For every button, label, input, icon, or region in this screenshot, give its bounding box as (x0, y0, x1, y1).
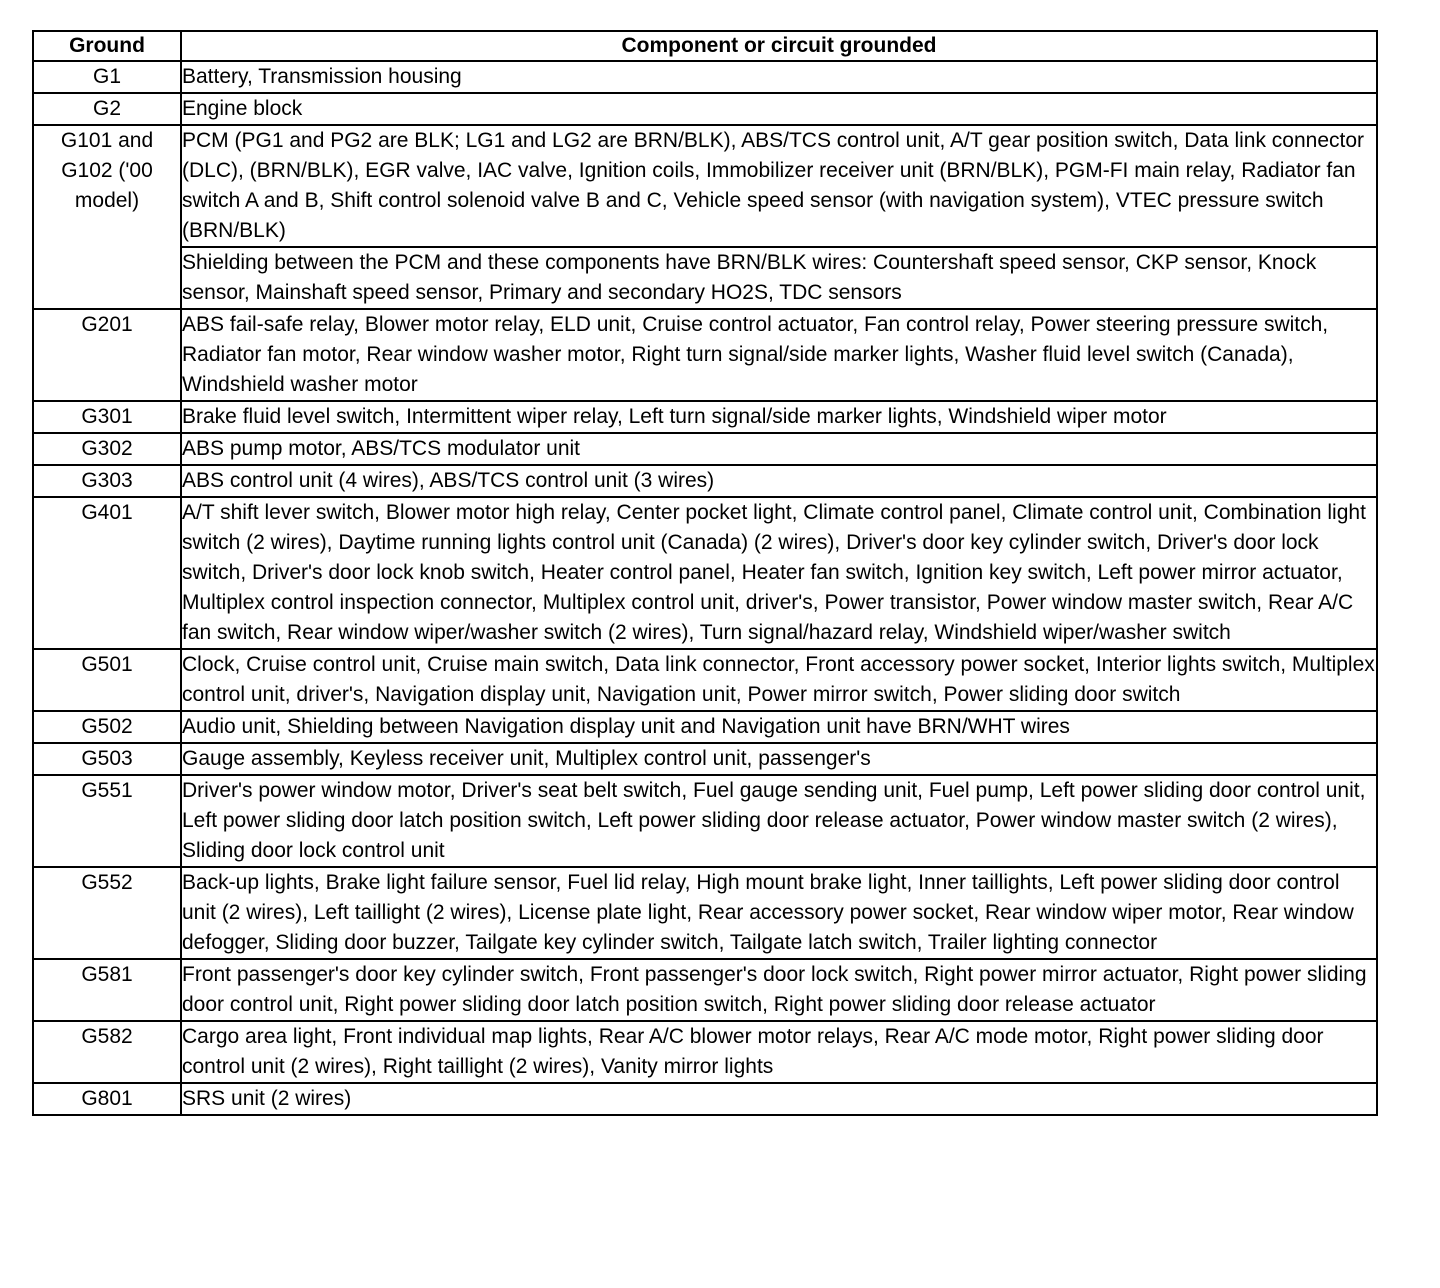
ground-cell: G101 and G102 ('00 model) (33, 125, 181, 309)
ground-cell: G303 (33, 465, 181, 497)
ground-cell: G501 (33, 649, 181, 711)
component-cell: ABS control unit (4 wires), ABS/TCS control unit (3 wires) (181, 465, 1377, 497)
table-row (33, 433, 1377, 465)
ground-cell: G503 (33, 743, 181, 775)
ground-cell: G502 (33, 711, 181, 743)
component-cell: Battery, Transmission housing (181, 61, 1377, 93)
table-row (33, 1083, 1377, 1115)
component-cell: ABS fail-safe relay, Blower motor relay, ELD unit, Cruise control actuator, Fan control relay, Power steering pressure switch, Radiator fan motor, Rear window washer motor, Right turn signal/side marker lights, Washer fluid level switch (Canada), Windshield washer motor (181, 309, 1377, 401)
table-body (33, 61, 1377, 1115)
ground-cell: G551 (33, 775, 181, 867)
ground-cell: G552 (33, 867, 181, 959)
ground-cell: G1 (33, 61, 181, 93)
table-row (33, 497, 1377, 649)
table-row (33, 1021, 1377, 1083)
header-row (33, 31, 1377, 61)
table-row (33, 649, 1377, 711)
component-cell: Back-up lights, Brake light failure sensor, Fuel lid relay, High mount brake light, Inner taillights, Left power sliding door control unit (2 wires), Left taillight (2 wires), License plate light, Rear accessory power socket, Rear window wiper motor, Rear window defogger, Sliding door buzzer, Tailgate key cylinder switch, Tailgate latch switch, Trailer lighting connector (181, 867, 1377, 959)
component-cell: SRS unit (2 wires) (181, 1083, 1377, 1115)
component-cell: Driver's power window motor, Driver's seat belt switch, Fuel gauge sending unit, Fuel pump, Left power sliding door control unit, Left power sliding door latch position switch, Left power sliding door release actuator, Power window master switch (2 wires), Sliding door lock control unit (181, 775, 1377, 867)
component-cell: Audio unit, Shielding between Navigation display unit and Navigation unit have BRN/WHT wires (181, 711, 1377, 743)
component-cell: Brake fluid level switch, Intermittent wiper relay, Left turn signal/side marker lights, Windshield wiper motor (181, 401, 1377, 433)
component-cell: PCM (PG1 and PG2 are BLK; LG1 and LG2 are BRN/BLK), ABS/TCS control unit, A/T gear position switch, Data link connector (DLC), (BRN/BLK), EGR valve, IAC valve, Ignition coils, Immobilizer receiver unit (BRN/BLK), PGM-FI main relay, Radiator fan switch A and B, Shift control solenoid valve B and C, Vehicle speed sensor (with navigation system), VTEC pressure switch (BRN/BLK) (181, 125, 1377, 247)
component-cell: Gauge assembly, Keyless receiver unit, Multiplex control unit, passenger's (181, 743, 1377, 775)
header-ground: Ground (33, 31, 181, 61)
component-cell: Front passenger's door key cylinder switch, Front passenger's door lock switch, Right power mirror actuator, Right power sliding door control unit, Right power sliding door latch position switch, Right power sliding door release actuator (181, 959, 1377, 1021)
ground-cell: G201 (33, 309, 181, 401)
table-row (33, 247, 1377, 309)
ground-cell: G581 (33, 959, 181, 1021)
component-cell: Cargo area light, Front individual map lights, Rear A/C blower motor relays, Rear A/C mode motor, Right power sliding door control unit (2 wires), Right taillight (2 wires), Vanity mirror lights (181, 1021, 1377, 1083)
table-row (33, 125, 1377, 247)
ground-cell: G801 (33, 1083, 181, 1115)
component-cell: Engine block (181, 93, 1377, 125)
ground-cell: G2 (33, 93, 181, 125)
table-row (33, 401, 1377, 433)
ground-cell: G302 (33, 433, 181, 465)
table-row (33, 465, 1377, 497)
table-row (33, 959, 1377, 1021)
ground-cell: G301 (33, 401, 181, 433)
table-row (33, 309, 1377, 401)
component-cell: ABS pump motor, ABS/TCS modulator unit (181, 433, 1377, 465)
ground-table (32, 30, 1378, 1116)
table-row (33, 711, 1377, 743)
table-row (33, 775, 1377, 867)
header-component: Component or circuit grounded (181, 31, 1377, 61)
component-cell: Clock, Cruise control unit, Cruise main switch, Data link connector, Front accessory power socket, Interior lights switch, Multiplex control unit, driver's, Navigation display unit, Navigation unit, Power mirror switch, Power sliding door switch (181, 649, 1377, 711)
table-row (33, 61, 1377, 93)
ground-cell: G401 (33, 497, 181, 649)
table-row (33, 93, 1377, 125)
ground-cell: G582 (33, 1021, 181, 1083)
table-row (33, 743, 1377, 775)
table-row (33, 867, 1377, 959)
component-cell: A/T shift lever switch, Blower motor high relay, Center pocket light, Climate control panel, Climate control unit, Combination light switch (2 wires), Daytime running lights control unit (Canada) (2 wires), Driver's door key cylinder switch, Driver's door lock switch, Driver's door lock knob switch, Heater control panel, Heater fan switch, Ignition key switch, Left power mirror actuator, Multiplex control inspection connector, Multiplex control unit, driver's, Power transistor, Power window master switch, Rear A/C fan switch, Rear window wiper/washer switch (2 wires), Turn signal/hazard relay, Windshield wiper/washer switch (181, 497, 1377, 649)
component-cell: Shielding between the PCM and these components have BRN/BLK wires: Countershaft speed sensor, CKP sensor, Knock sensor, Mainshaft speed sensor, Primary and secondary HO2S, TDC sensors (181, 247, 1377, 309)
